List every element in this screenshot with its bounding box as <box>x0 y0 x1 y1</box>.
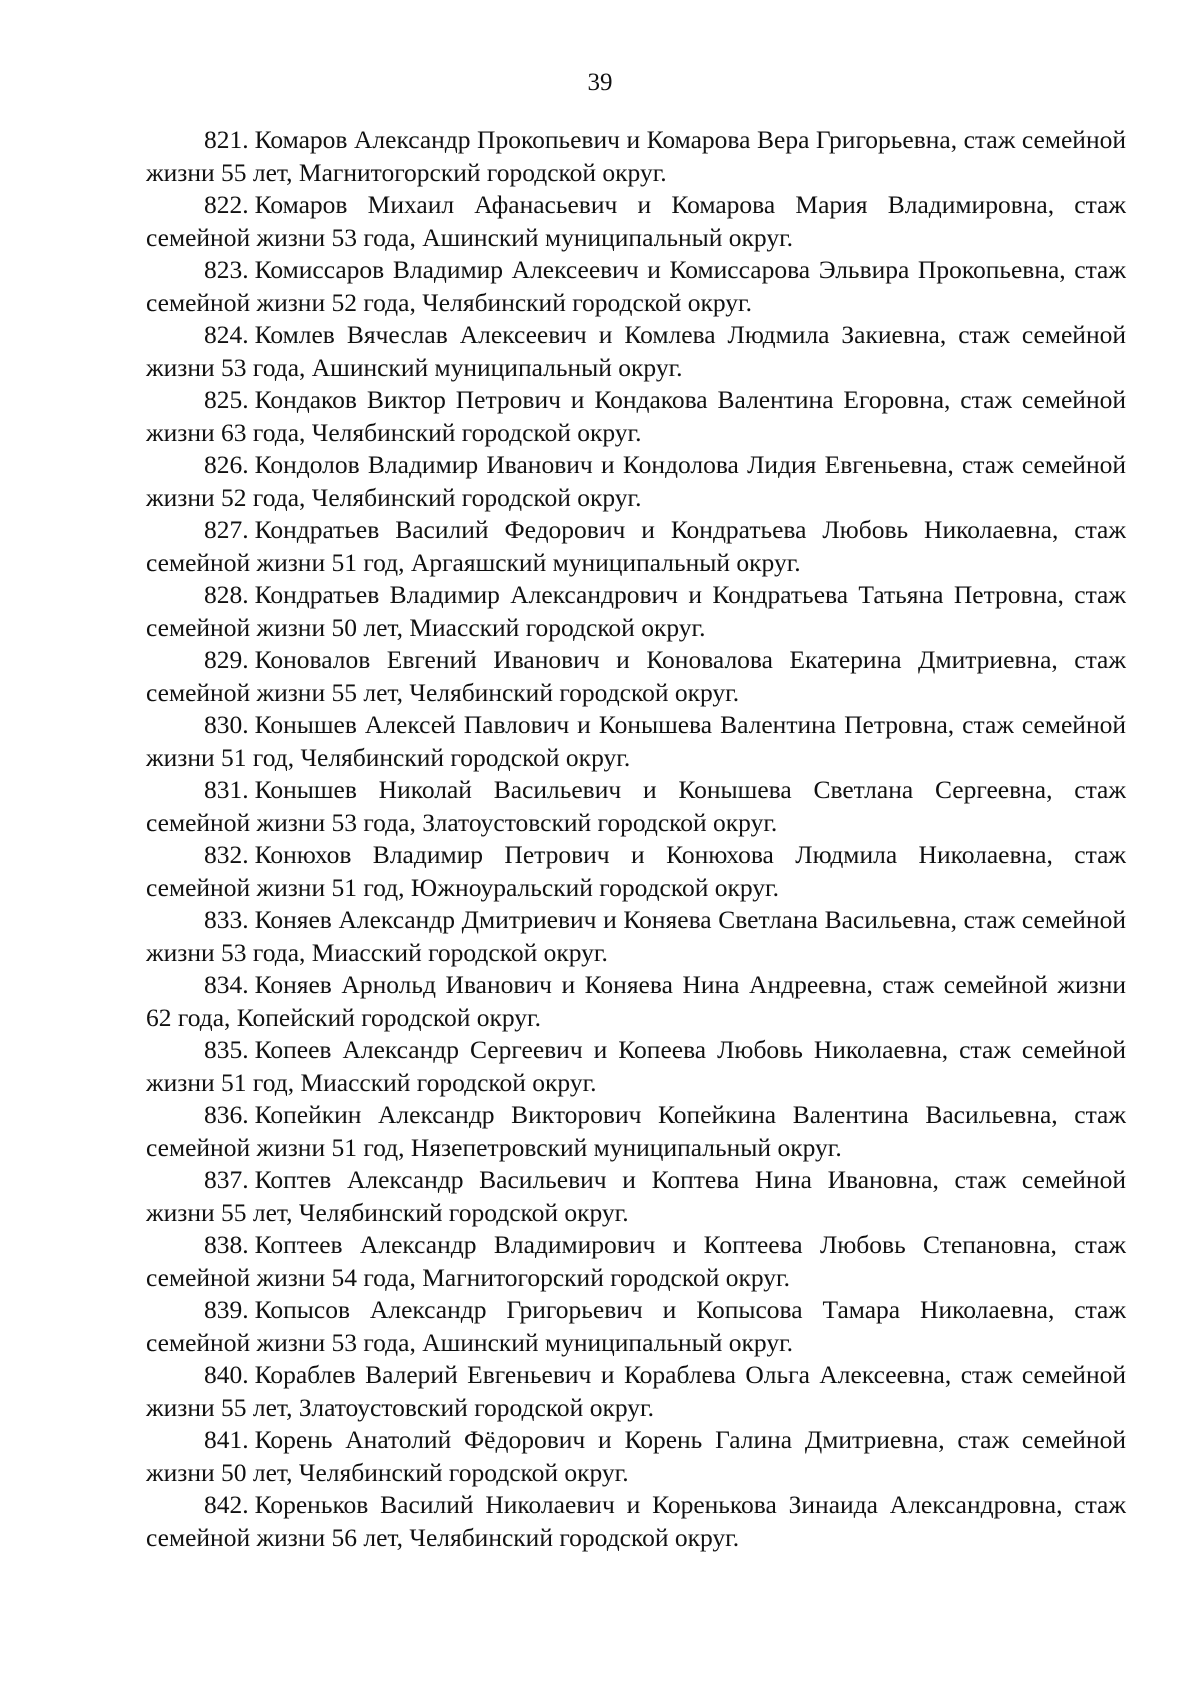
list-item <box>146 124 1126 189</box>
entry-number: 828. <box>204 580 249 609</box>
list-item <box>146 1164 1126 1229</box>
entry-text: Коптеев Александр Владимирович и Коптеева Любовь Степановна, стаж семейной жизни 54 года, Магнитогорский городской округ. <box>146 1230 1126 1292</box>
entry-text: Коняев Александр Дмитриевич и Коняева Светлана Васильевна, стаж семейной жизни 53 года, Миасский городской округ. <box>146 905 1126 967</box>
list-item <box>146 384 1126 449</box>
entry-text: Коновалов Евгений Иванович и Коновалова Екатерина Дмитриевна, стаж семейной жизни 55 лет, Челябинский городской округ. <box>146 645 1126 707</box>
page-number: 39 <box>587 69 613 96</box>
entry-text: Кондолов Владимир Иванович и Кондолова Лидия Евгеньевна, стаж семейной жизни 52 года, Челябинский городской округ. <box>146 450 1126 512</box>
entry-text: Комаров Александр Прокопьевич и Комарова Вера Григорьевна, стаж семейной жизни 55 лет, Магнитогорский городской округ. <box>146 125 1126 187</box>
entry-text: Комаров Михаил Афанасьевич и Комарова Мария Владимировна, стаж семейной жизни 53 года, Ашинский муниципальный округ. <box>146 190 1126 252</box>
entry-text: Кореньков Василий Николаевич и Коренькова Зинаида Александровна, стаж семейной жизни 56 лет, Челябинский городской округ. <box>146 1490 1126 1552</box>
entry-text: Конюхов Владимир Петрович и Конюхова Людмила Николаевна, стаж семейной жизни 51 год, Южноуральский городской округ. <box>146 840 1126 902</box>
list-item <box>146 319 1126 384</box>
entry-text: Коптев Александр Васильевич и Коптева Нина Ивановна, стаж семейной жизни 55 лет, Челябинский городской округ. <box>146 1165 1126 1227</box>
entry-text: Кондаков Виктор Петрович и Кондакова Валентина Егоровна, стаж семейной жизни 63 года, Челябинский городской округ. <box>146 385 1126 447</box>
list-item <box>146 839 1126 904</box>
entry-number: 831. <box>204 775 249 804</box>
entry-number: 825. <box>204 385 249 414</box>
entry-text: Комиссаров Владимир Алексеевич и Комиссарова Эльвира Прокопьевна, стаж семейной жизни 52 года, Челябинский городской округ. <box>146 255 1126 317</box>
list-item <box>146 254 1126 319</box>
entry-text: Кондратьев Василий Федорович и Кондратьева Любовь Николаевна, стаж семейной жизни 51 год, Аргаяшский муниципальный округ. <box>146 515 1126 577</box>
entry-number: 822. <box>204 190 249 219</box>
list-item <box>146 1294 1126 1359</box>
entry-number: 833. <box>204 905 249 934</box>
entry-number: 841. <box>204 1425 249 1454</box>
entry-text: Кораблев Валерий Евгеньевич и Кораблева Ольга Алексеевна, стаж семейной жизни 55 лет, Златоустовский городской округ. <box>146 1360 1126 1422</box>
entry-number: 829. <box>204 645 249 674</box>
entry-number: 839. <box>204 1295 249 1324</box>
entry-text: Копеев Александр Сергеевич и Копеева Любовь Николаевна, стаж семейной жизни 51 год, Миасский городской округ. <box>146 1035 1126 1097</box>
list-item <box>146 969 1126 1034</box>
entry-text: Кондратьев Владимир Александрович и Кондратьева Татьяна Петровна, стаж семейной жизни 50 лет, Миасский городской округ. <box>146 580 1126 642</box>
list-item <box>146 1424 1126 1489</box>
entry-text: Копейкин Александр Викторович Копейкина Валентина Васильевна, стаж семейной жизни 51 год, Нязепетровский муниципальный округ. <box>146 1100 1126 1162</box>
list-item <box>146 189 1126 254</box>
entry-number: 840. <box>204 1360 249 1389</box>
list-item <box>146 449 1126 514</box>
entry-number: 823. <box>204 255 249 284</box>
entry-text: Копысов Александр Григорьевич и Копысова Тамара Николаевна, стаж семейной жизни 53 года, Ашинский муниципальный округ. <box>146 1295 1126 1357</box>
entry-number: 835. <box>204 1035 249 1064</box>
entry-list <box>146 124 1126 1554</box>
entry-number: 824. <box>204 320 249 349</box>
list-item <box>146 1099 1126 1164</box>
entry-number: 826. <box>204 450 249 479</box>
entry-number: 830. <box>204 710 249 739</box>
entry-number: 827. <box>204 515 249 544</box>
entry-number: 834. <box>204 970 249 999</box>
entry-number: 836. <box>204 1100 249 1129</box>
list-item <box>146 1034 1126 1099</box>
list-item <box>146 1359 1126 1424</box>
entry-text: Коняев Арнольд Иванович и Коняева Нина Андреевна, стаж семейной жизни 62 года, Копейский городской округ. <box>146 970 1126 1032</box>
list-item <box>146 579 1126 644</box>
list-item <box>146 644 1126 709</box>
list-item <box>146 709 1126 774</box>
list-item <box>146 1489 1126 1554</box>
list-item <box>146 1229 1126 1294</box>
entry-text: Корень Анатолий Фёдорович и Корень Галина Дмитриевна, стаж семейной жизни 50 лет, Челябинский городской округ. <box>146 1425 1126 1487</box>
entry-number: 837. <box>204 1165 249 1194</box>
list-item <box>146 514 1126 579</box>
entry-text: Конышев Алексей Павлович и Конышева Валентина Петровна, стаж семейной жизни 51 год, Челябинский городской округ. <box>146 710 1126 772</box>
list-item <box>146 904 1126 969</box>
list-item <box>146 774 1126 839</box>
entry-number: 832. <box>204 840 249 869</box>
entry-number: 842. <box>204 1490 249 1519</box>
entry-number: 821. <box>204 125 249 154</box>
entry-text: Комлев Вячеслав Алексеевич и Комлева Людмила Закиевна, стаж семейной жизни 53 года, Ашинский муниципальный округ. <box>146 320 1126 382</box>
entry-number: 838. <box>204 1230 249 1259</box>
entry-text: Конышев Николай Васильевич и Конышева Светлана Сергеевна, стаж семейной жизни 53 года, Златоустовский городской округ. <box>146 775 1126 837</box>
